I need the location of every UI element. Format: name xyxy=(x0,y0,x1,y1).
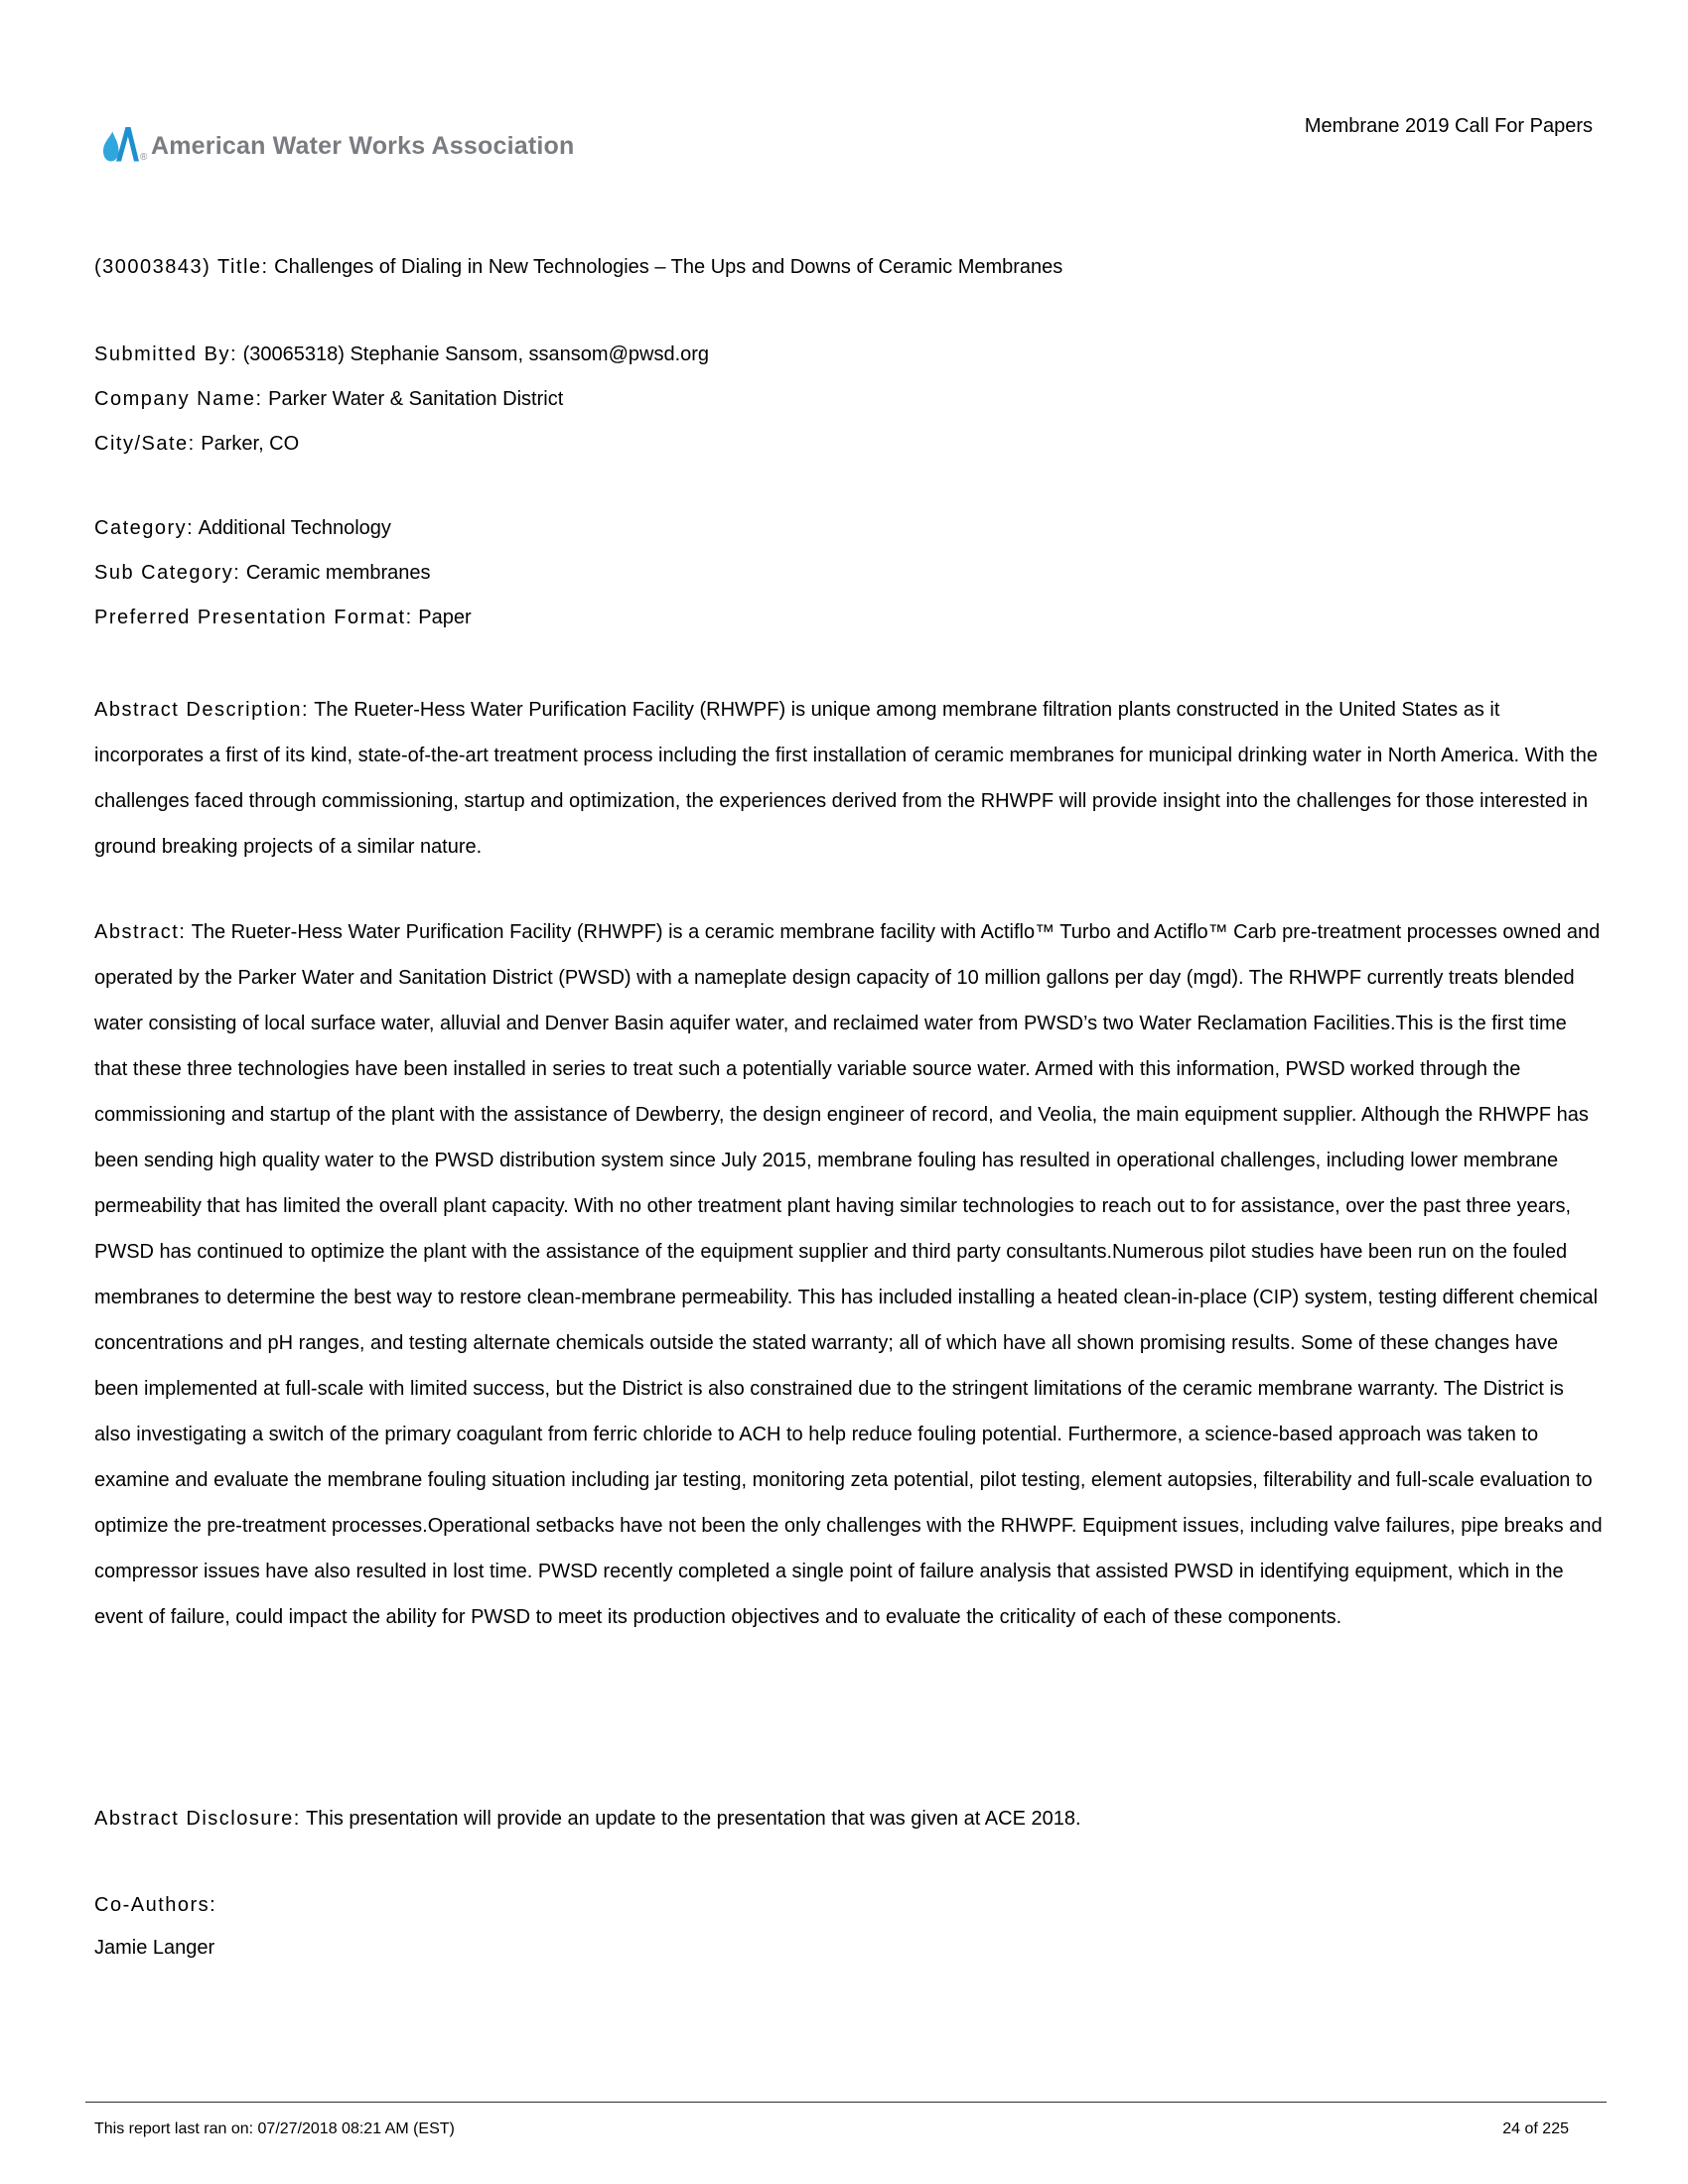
footer-last-ran: This report last ran on: 07/27/2018 08:21 AM (EST) xyxy=(94,2120,455,2137)
category-value: Additional Technology xyxy=(198,517,391,539)
sub-category-value: Ceramic membranes xyxy=(245,562,431,584)
company-name-label: Company Name: xyxy=(94,388,263,410)
city-state-line xyxy=(94,433,299,456)
abstract-description-label: Abstract Description: xyxy=(94,699,310,721)
org-name: American Water Works Association xyxy=(151,132,575,160)
report-title: Membrane 2019 Call For Papers xyxy=(1304,115,1593,137)
abstract-disclosure-label: Abstract Disclosure: xyxy=(94,1808,301,1830)
abstract-title-line xyxy=(94,256,1062,279)
company-name-line xyxy=(94,388,563,411)
abstract-disclosure-value: This presentation will provide an update to the presentation that was given at ACE 2018. xyxy=(306,1808,1081,1830)
abstract-text: The Rueter-Hess Water Purification Facility (RHWPF) is a ceramic membrane facility with Actiflo™ Turbo and Actiflo™ Carb pre-treatment processes owned and operated by the Parker Water and Sanitation District (PWSD) with a nameplate design capacity of 10 million gallons per day (mgd). The RHWPF currently treats blended water consisting of local surface water, alluvial and Denver Basin aquifer water, and reclaimed water from PWSD’s two Water Reclamation Facilities.This is the first time that these three technologies have been installed in series to treat such a potentially variable source water. Armed with this information, PWSD worked through the commissioning and startup of the plant with the assistance of Dewberry, the design engineer of record, and Veolia, the main equipment supplier. Although the RHWPF has been sending high quality water to the PWSD distribution system since July 2015, membrane fouling has resulted in operational challenges, including lower membrane permeability that has limited the overall plant capacity. With no other treatment plant having similar technologies to reach out to for assistance, over the past three years, PWSD has continued to optimize the plant with the assistance of the equipment supplier and third party consultants.Numerous pilot studies have been run on the fouled membranes to determine the best way to restore clean-membrane permeability. This has included installing a heated clean-in-place (CIP) system, testing different chemical concentrations and pH ranges, and testing alternate chemicals outside the stated warranty; all of which have all shown promising results. Some of these changes have been implemented at full-scale with limited success, but the District is also constrained due to the stringent limitations of the ceramic membrane warranty. The District is also investigating a switch of the primary coagulant from ferric chloride to ACH to help reduce fouling potential. Furthermore, a science-based approach was taken to examine and evaluate the membrane fouling situation including jar testing, monitoring zeta potential, pilot testing, element autopsies, filterability and full-scale evaluation to optimize the pre-treatment processes.Operational setbacks have not been the only challenges with the RHWPF. Equipment issues, including valve failures, pipe breaks and compressor issues have also resulted in lost time. PWSD recently completed a single point of failure analysis that assisted PWSD in identifying equipment, which in the event of failure, could impact the ability for PWSD to meet its production objectives and to evaluate the criticality of each of these components. xyxy=(94,921,1603,1628)
footer-divider xyxy=(85,2102,1607,2103)
submitted-by-line xyxy=(94,343,709,366)
abstract-description-text: The Rueter-Hess Water Purification Facility (RHWPF) is unique among membrane filtration plants constructed in the United States as it incorporates a first of its kind, state-of-the-art treatment process including the first installation of ceramic membranes for municipal drinking water in North America. With the challenges faced through commissioning, startup and optimization, the experiences derived from the RHWPF will provide insight into the challenges for those interested in ground breaking projects of a similar nature. xyxy=(94,699,1598,858)
city-state-label: City/Sate: xyxy=(94,433,196,455)
sub-category-label: Sub Category: xyxy=(94,562,241,584)
company-name-value: Parker Water & Sanitation District xyxy=(268,388,564,410)
category-line xyxy=(94,517,391,540)
presentation-format-line xyxy=(94,607,472,629)
sub-category-line xyxy=(94,562,431,585)
logo-stripe-right xyxy=(126,127,140,162)
abstract-title-label: (30003843) Title: xyxy=(94,256,269,278)
abstract-title-value: Challenges of Dialing in New Technologies – The Ups and Downs of Ceramic Membranes xyxy=(274,256,1063,278)
abstract-disclosure-line xyxy=(94,1808,1081,1831)
co-author-name: Jamie Langer xyxy=(94,1937,215,1959)
submitted-by-label: Submitted By: xyxy=(94,343,238,365)
co-authors-label: Co-Authors: xyxy=(94,1894,217,1916)
registered-trademark: ® xyxy=(140,152,148,163)
abstract-description-paragraph xyxy=(94,687,1604,870)
category-label: Category: xyxy=(94,517,195,539)
presentation-format-value: Paper xyxy=(418,607,472,628)
abstract-label: Abstract: xyxy=(94,921,187,943)
submitted-by-value: (30065318) Stephanie Sansom, ssansom@pwsd.org xyxy=(242,343,710,365)
abstract-paragraph xyxy=(94,909,1604,1640)
water-drop-icon xyxy=(103,132,119,162)
awwa-logo-icon xyxy=(103,123,139,163)
city-state-value: Parker, CO xyxy=(201,433,300,455)
presentation-format-label: Preferred Presentation Format: xyxy=(94,607,413,628)
footer-page-number: 24 of 225 xyxy=(1502,2120,1569,2137)
co-authors-heading xyxy=(94,1894,216,1917)
